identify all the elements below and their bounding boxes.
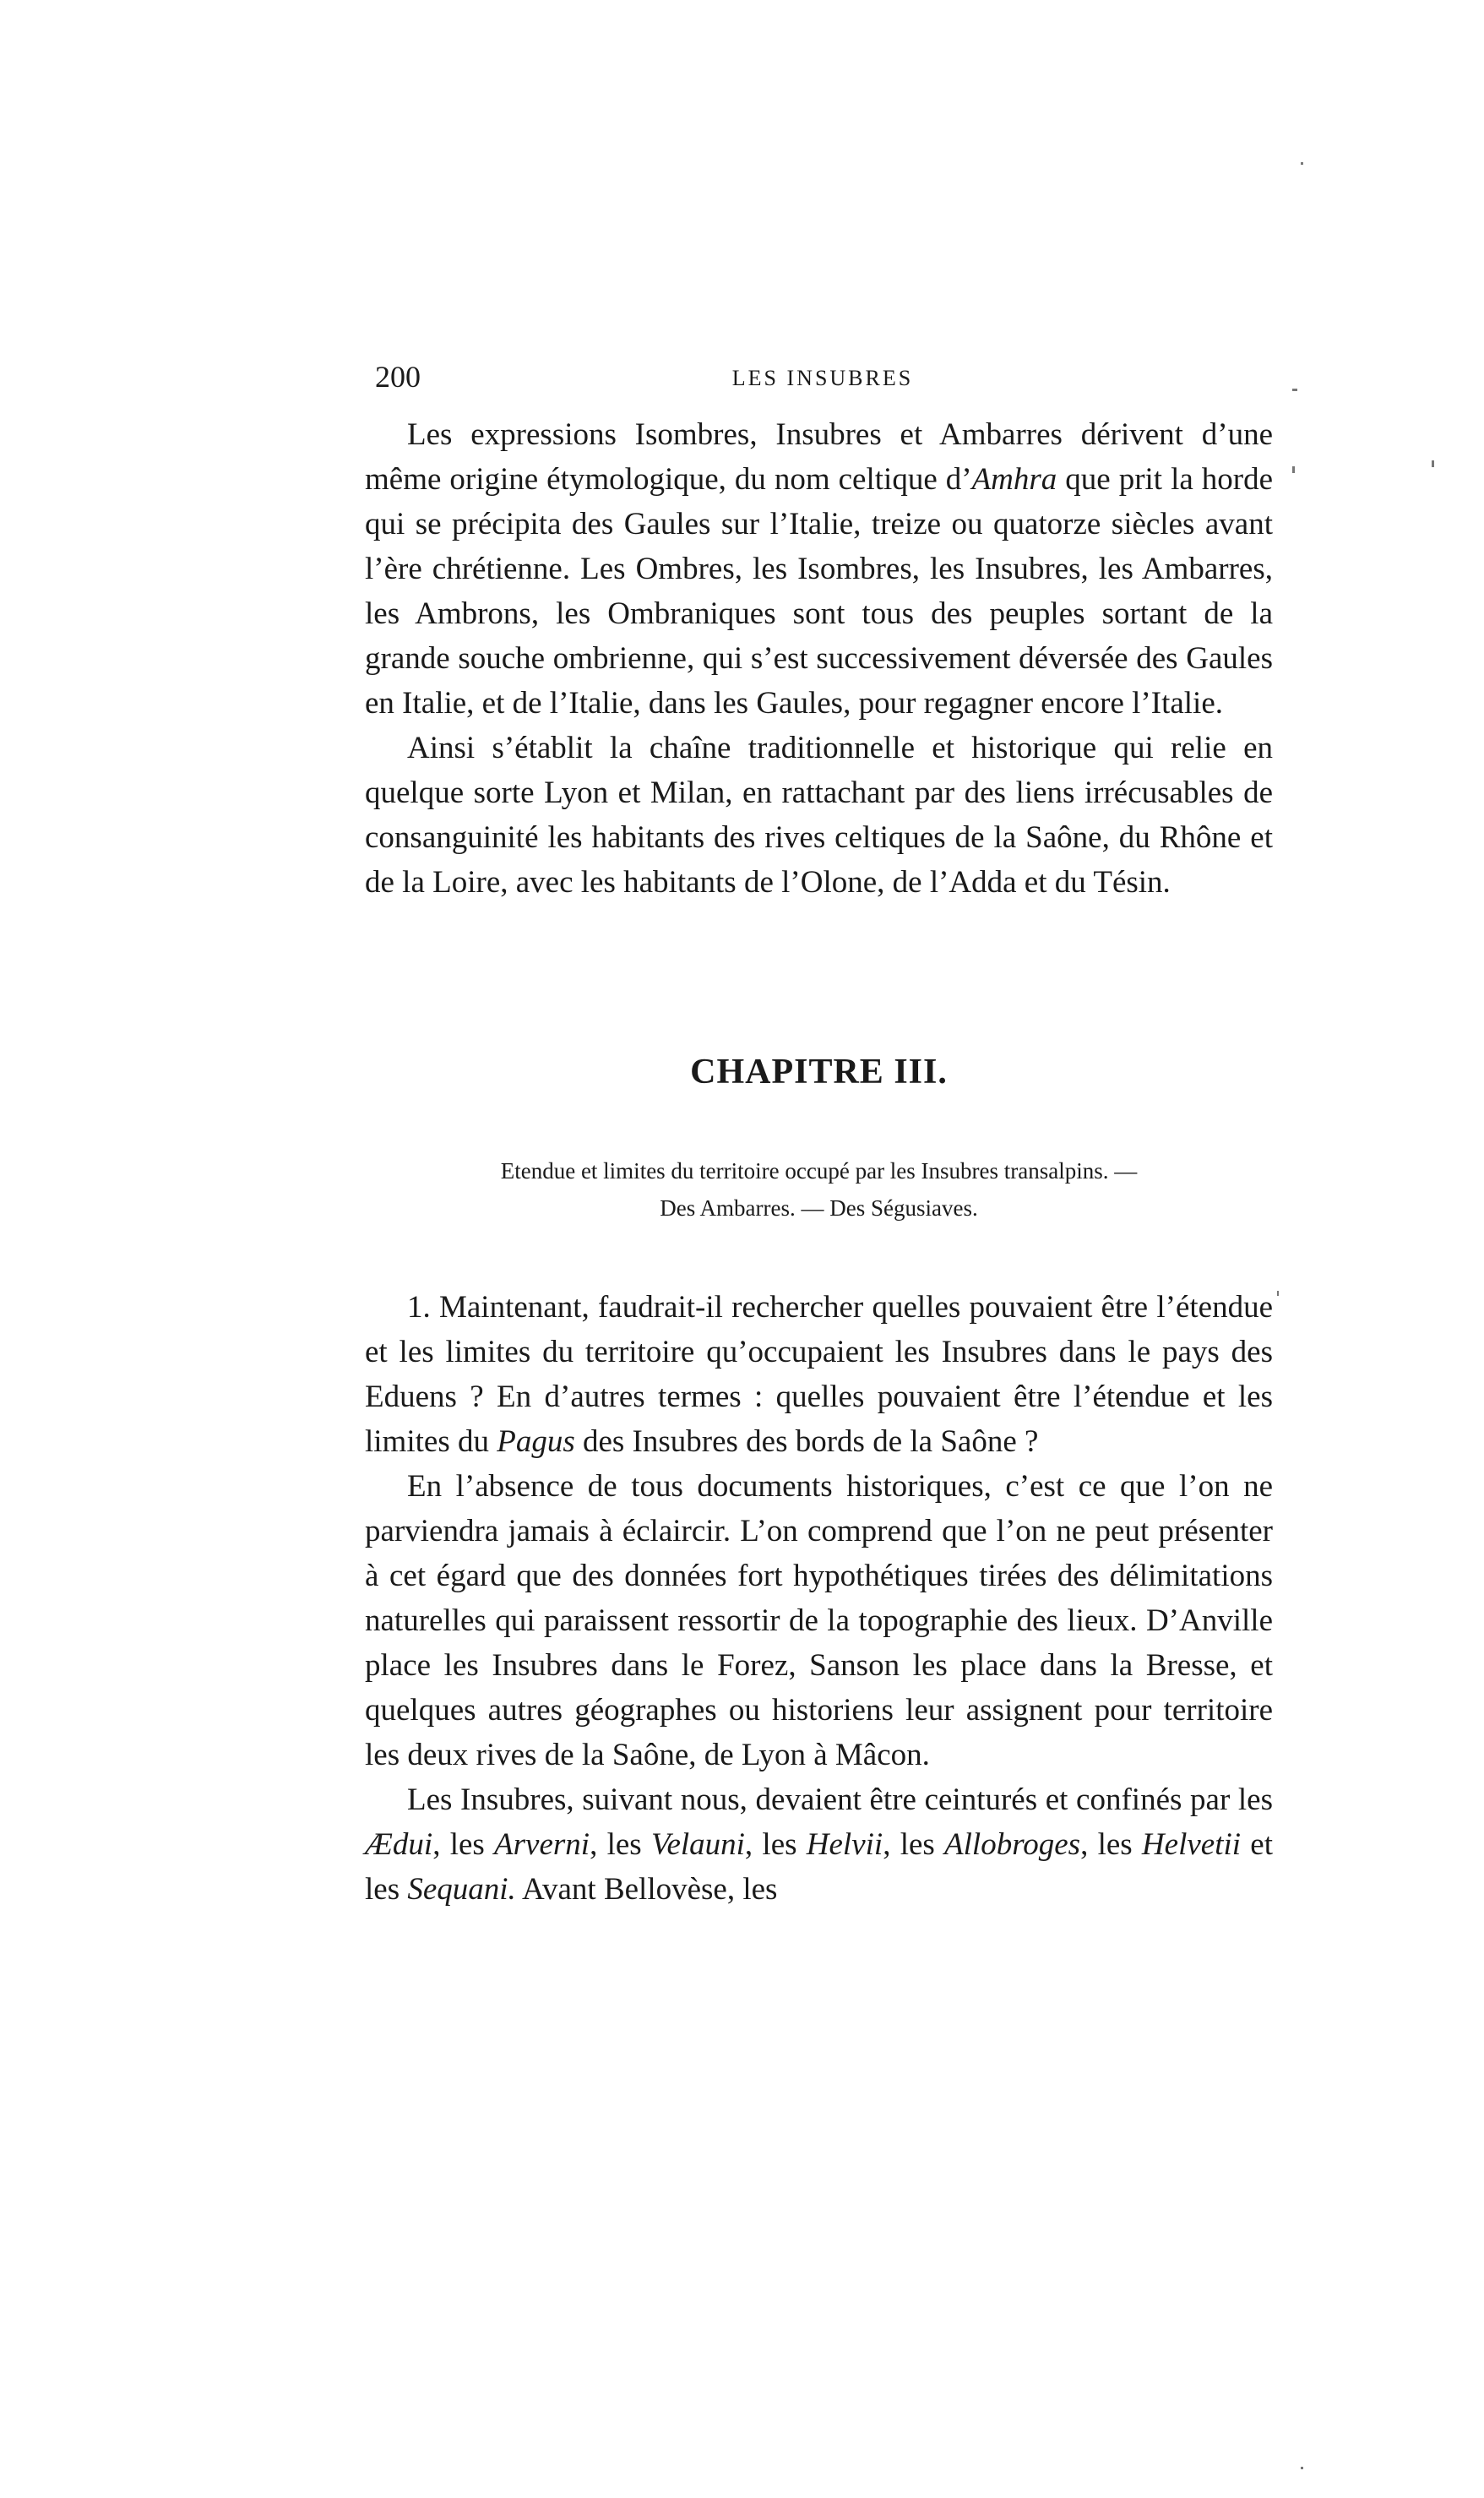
page-number: 200 [375,360,421,394]
chapter-subtitle [365,1152,1273,1227]
intro-text [365,412,1273,905]
chapter-title: CHAPITRE III. [690,1053,948,1091]
subtitle-line: Etendue et limites du territoire occupé par les Insubres transalpins. — [500,1158,1138,1184]
subtitle-line: Des Ambarres. — Des Ségusiaves. [660,1195,978,1221]
paragraph: En l’absence de tous documents historiques, c’est ce que l’on ne parviendra jamais à éclaircir. L’on comprend que l’on ne peut présenter à cet égard que des données fort hypothétiques tirées des délimitations naturelles qui paraissent ressortir de la topographie des lieux. D’Anville place les Insubres dans le Forez, Sanson les place dans la Bresse, et quelques autres géographes ou historiens leur assignent pour territoire les deux rives de la Saône, de Lyon à Mâcon. [365,1469,1273,1772]
chapter-body [365,1285,1273,1912]
paragraph: 1. Maintenant, faudrait-il rechercher quelles pouvaient être l’étendue et les limites du territoire qu’occupaient les Insubres dans le pays des Eduens ? En d’autres termes : quelles pouvaient être l’étendue et les limites du Pagus des Insubres des bords de la Saône ? [365,1290,1273,1459]
speck [1292,466,1295,473]
page-header [375,359,1270,410]
speck [1301,162,1303,165]
speck [1301,2467,1303,2469]
running-title: LES INSUBRES [731,366,914,390]
paragraph: Les expressions Isombres, Insubres et Ambarres dérivent d’une même origine étymologique, du nom celtique d’Amhra que prit la horde qui se précipita des Gaules sur l’Italie, treize ou quatorze siècles avant l’ère chrétienne. Les Ombres, les Isombres, les Insubres, les Ambarres, les Ambrons, les Ombraniques sont tous des peuples sortant de la grande souche ombrienne, qui s’est successivement déversée des Gaules en Italie, et de l’Italie, dans les Gaules, pour regagner encore l’Italie. [365,417,1273,721]
speck [1277,1291,1279,1296]
paragraph: Ainsi s’établit la chaîne traditionnelle et historique qui relie en quelque sorte Lyon et Milan, en rattachant par des liens irrécusables de consanguinité les habitants des rives celtiques de la Saône, du Rhône et de la Loire, avec les habitants de l’Olone, de l’Adda et du Tésin. [365,731,1273,900]
speck [1292,389,1297,391]
speck [1432,460,1434,467]
paragraph: Les Insubres, suivant nous, devaient être ceinturés et confinés par les Ædui, les Arverni, les Velauni, les Helvii, les Allobroges, les Helvetii et les Sequani. Avant Bellovèse, les [365,1782,1273,1907]
